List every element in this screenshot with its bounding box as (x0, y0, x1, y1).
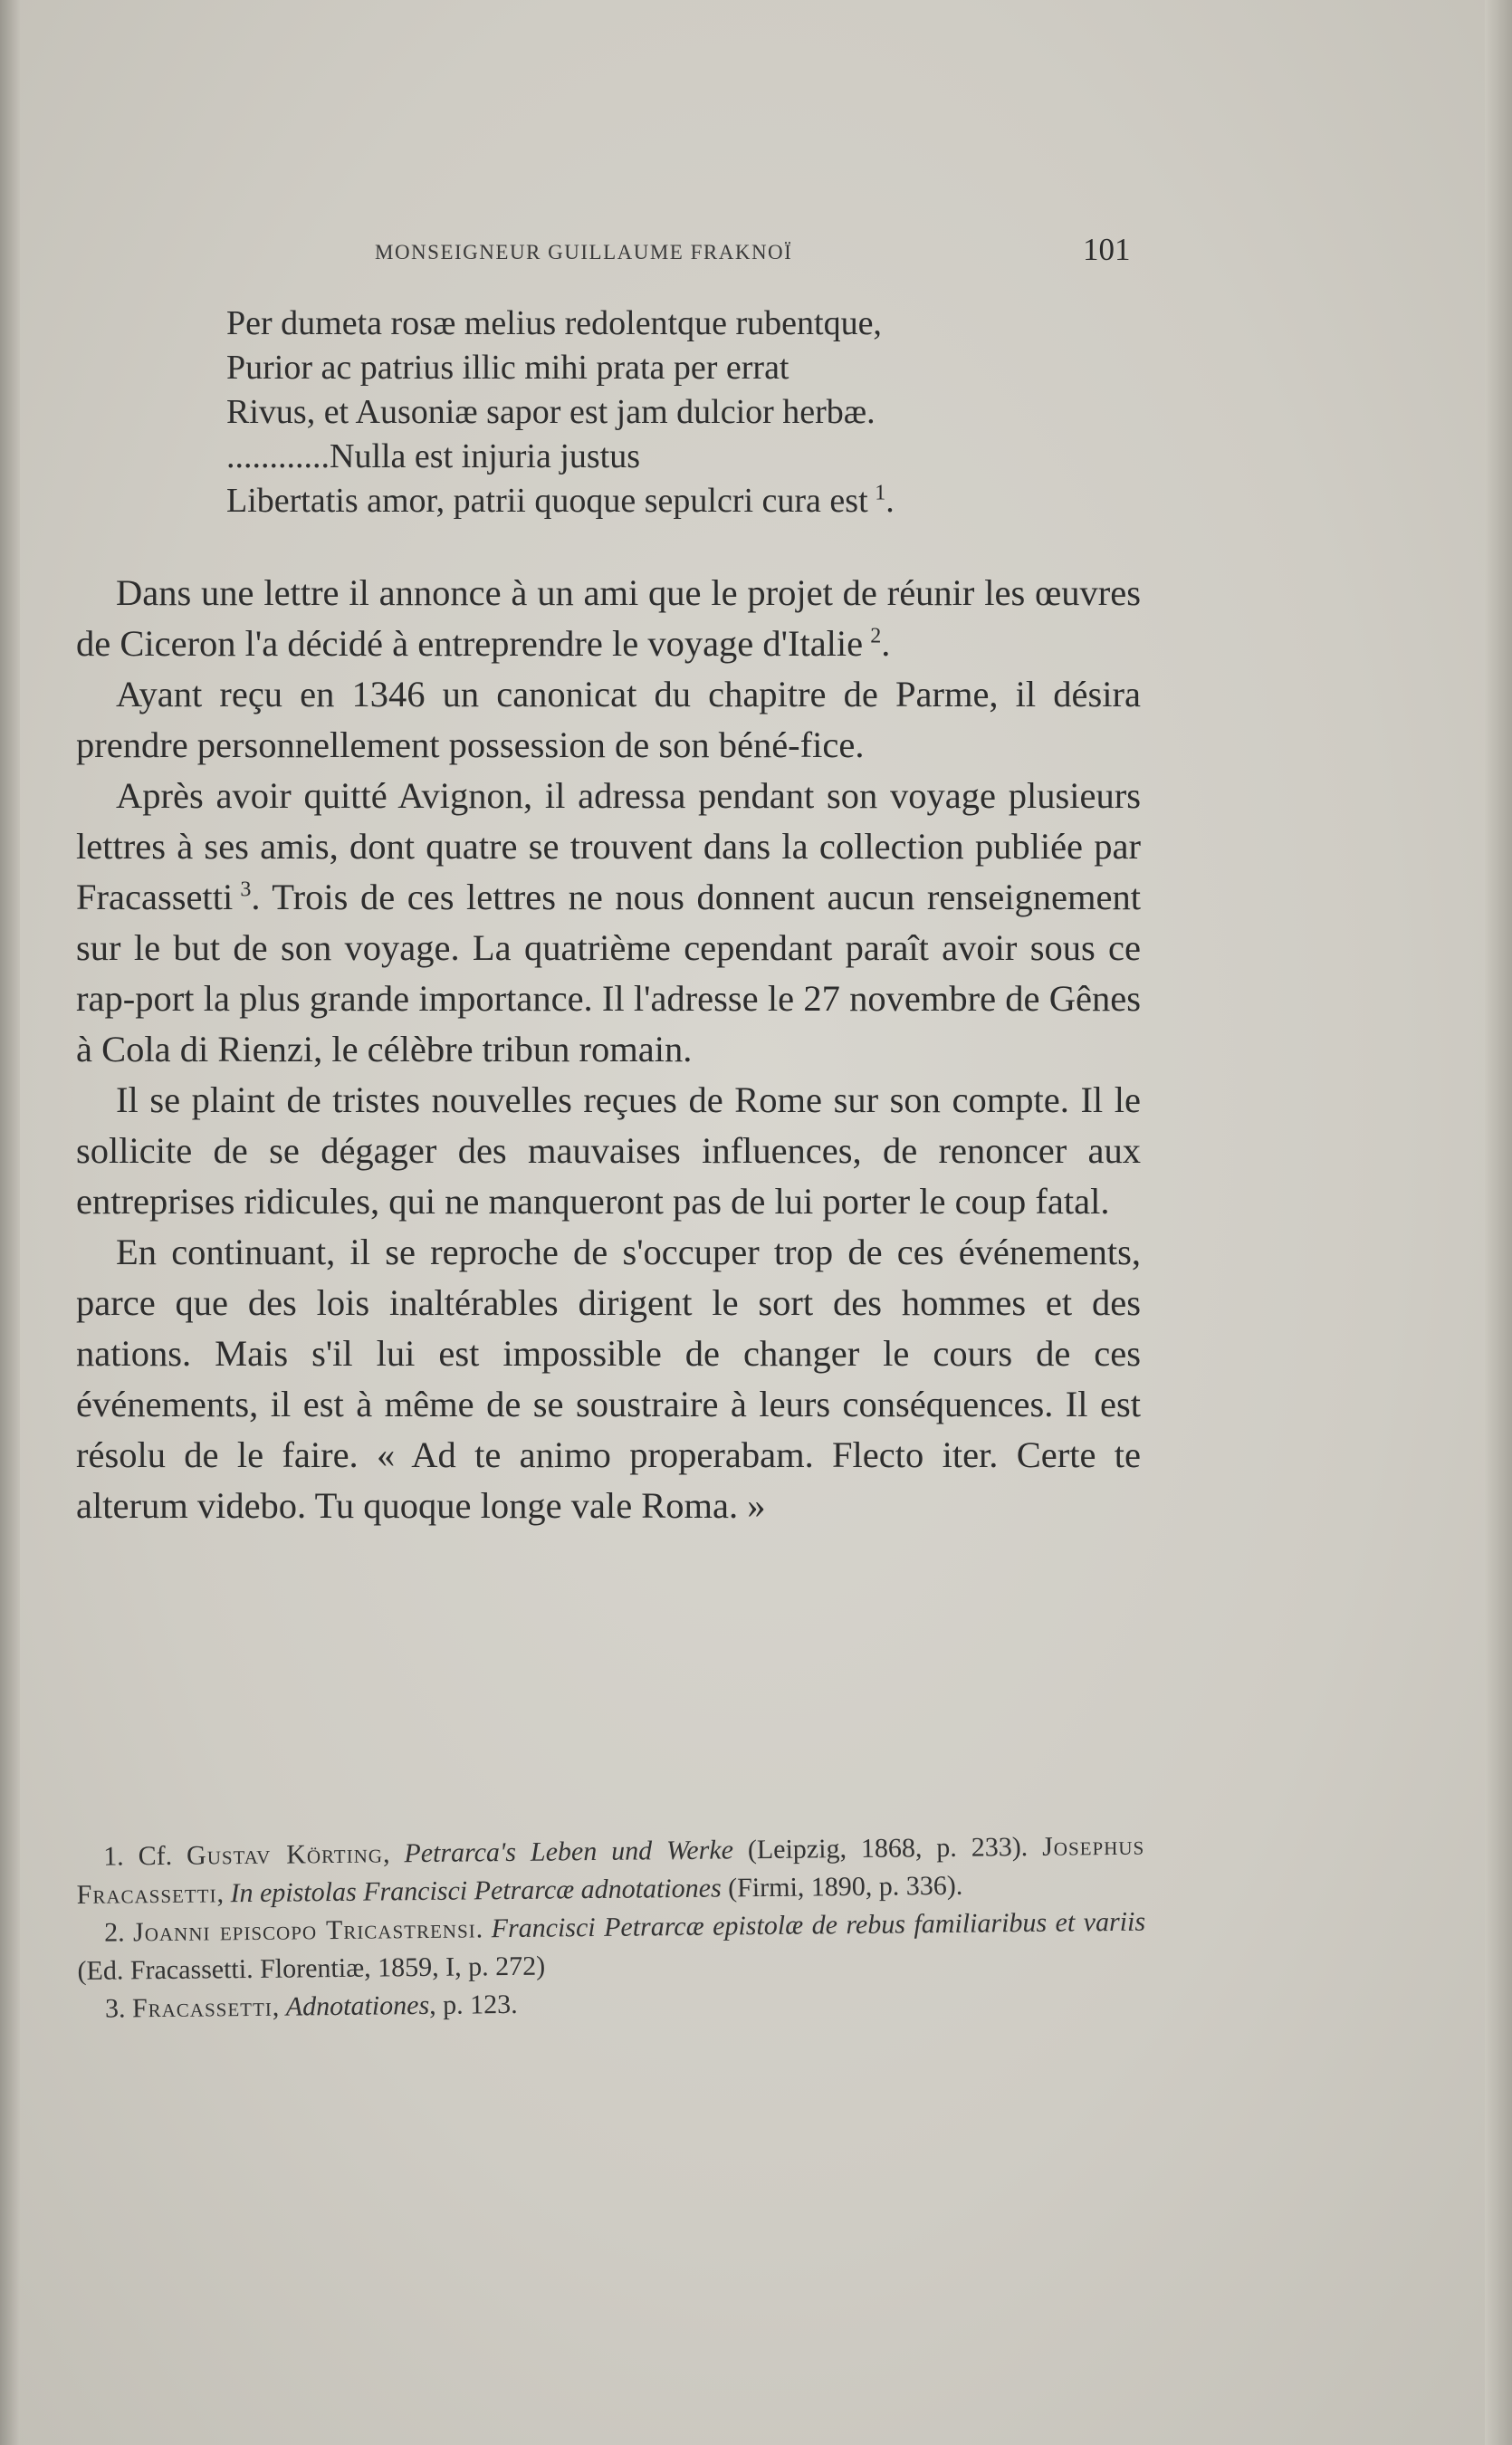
footnote-text: , p. 123. (428, 1989, 518, 2020)
running-head: MONSEIGNEUR GUILLAUME FRAKNOÏ (375, 241, 793, 264)
page-number: 101 (1083, 232, 1131, 267)
paragraph (76, 771, 1141, 1075)
verse-line: Per dumeta rosæ melius redolentque rubentque, (226, 304, 882, 342)
footnote-title: Petrarca's Leben und Werke (404, 1835, 734, 1869)
verse-line: Purior ac patrius illic mihi prata per errat (226, 349, 789, 387)
footnote-ref: 1 (875, 481, 886, 505)
verse-quotation (226, 302, 1132, 523)
footnote-title: In epistolas Francisci Petrarcæ adnotationes (230, 1873, 722, 1909)
verse-end-punct: . (885, 482, 895, 520)
footnote-author: Fracassetti (131, 1991, 273, 2024)
footnote-ref: 3 (240, 877, 252, 902)
footnotes (76, 1827, 1146, 2028)
footnote-2 (77, 1903, 1146, 1990)
body-text (76, 568, 1141, 1531)
footnote-text: (Leipzig, 1868, p. 233). (732, 1831, 1043, 1865)
footnote-text: (Ed. Fracassetti. Florentiæ, 1859, I, p. 272) (77, 1951, 546, 1986)
footnote-text: (Firmi, 1890, p. 336). (721, 1870, 963, 1903)
page-right-edge (1485, 0, 1512, 2445)
footnote-number: 2. (103, 1917, 134, 1948)
footnote-number: 3. (104, 1993, 133, 2024)
verse-line-text: Libertatis amor, patrii quoque sepulcri cura est (226, 482, 868, 520)
paragraph (76, 568, 1141, 669)
verse-line (226, 479, 1132, 523)
footnote-1 (76, 1827, 1145, 1914)
footnote-author: Joanni episcopo Tricastrensi (132, 1913, 476, 1948)
footnote-author: Gustav Körting (186, 1838, 384, 1871)
paragraph: Ayant reçu en 1346 un canonicat du chapitre de Parme, il désira prendre personnellement possession de son béné-fice. (76, 674, 1141, 765)
paragraph-text: Dans une lettre il annonce à un ami que le projet de réunir les œuvres de Ciceron l'a décidé à entreprendre le voyage d'Italie (76, 572, 1141, 664)
footnote-ref: 2 (870, 624, 882, 648)
page-left-edge (0, 0, 20, 2445)
paragraph-text: . Trois de ces lettres ne nous donnent aucun renseignement sur le but de son voyage. La quatrième cependant paraît avoir sous ce rap-port la plus grande importance. Il l'adresse le 27 novembre de Gênes à Cola di Rienzi, le célèbre tribun romain. (76, 877, 1141, 1069)
footnote-title: Francisci Petrarcæ epistolæ de rebus familiaribus et variis (491, 1906, 1146, 1944)
page-header (0, 232, 1512, 277)
footnote-author: Josephus Fracassetti (76, 1830, 1145, 1910)
footnote-title: Adnotationes (285, 1990, 430, 2022)
paragraph: En continuant, il se reproche de s'occuper trop de ces événements, parce que des lois inaltérables dirigent le sort des hommes et des nations. Mais s'il lui est impossible de changer le cours de ces événements, il est à même de se soustraire à leurs conséquences. Il est résolu de le faire. « Ad te animo properabam. Flecto iter. Certe te alterum videbo. Tu quoque longe vale Roma. » (76, 1232, 1141, 1526)
paragraph: Il se plaint de tristes nouvelles reçues de Rome sur son compte. Il le sollicite de se dégager des mauvaises influences, de renoncer aux entreprises ridicules, qui ne manqueront pas de lui porter le coup fatal. (76, 1079, 1141, 1222)
paragraph-text: Après avoir quitté Avignon, il adressa pendant son voyage plusieurs lettres à ses amis, dont quatre se trouvent dans la collection publiée par Fracassetti (76, 775, 1141, 917)
footnote-separator: , (272, 1991, 287, 2022)
footnote-separator: , (382, 1838, 405, 1869)
footnote-number: 1. Cf. (103, 1840, 187, 1872)
verse-line: Rivus, et Ausoniæ sapor est jam dulcior herbæ. (226, 393, 876, 431)
paragraph-end: . (881, 623, 891, 664)
verse-line: ............Nulla est injuria justus (226, 437, 641, 475)
footnote-separator: . (475, 1913, 492, 1944)
footnote-separator: , (216, 1878, 231, 1909)
